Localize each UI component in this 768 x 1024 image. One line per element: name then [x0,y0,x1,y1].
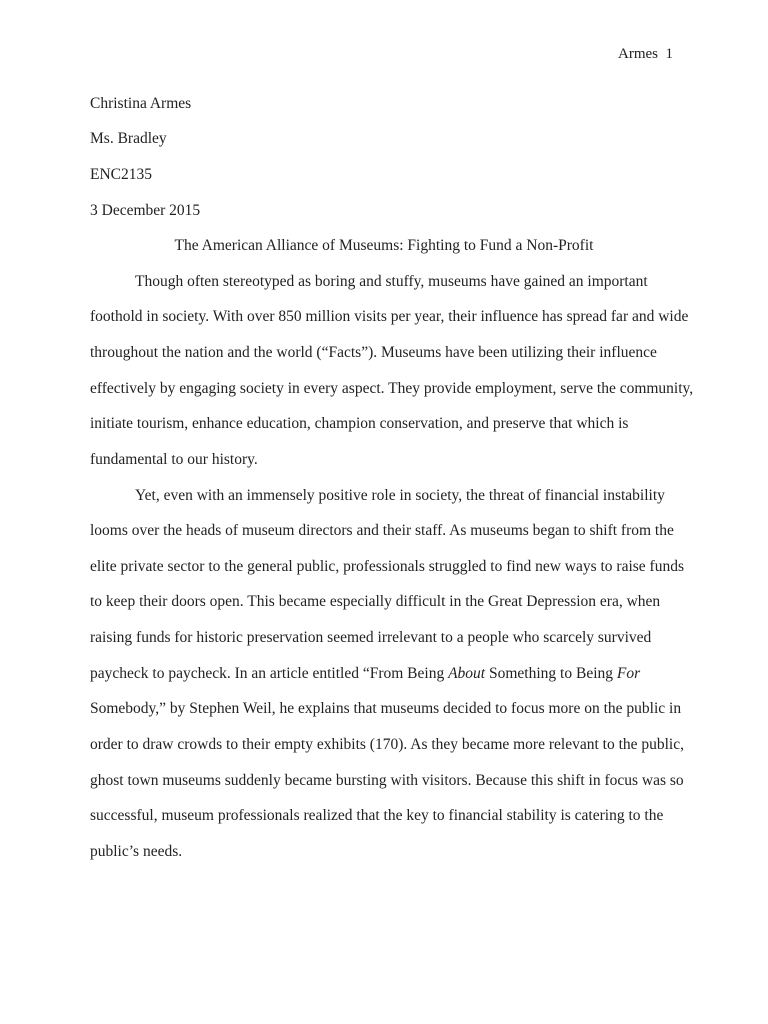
paragraph-line: public’s needs. [90,843,183,860]
paragraph-line: fundamental to our history. [90,451,258,468]
italic-word-for: For [616,665,641,682]
line-text: Something to Being [485,665,617,682]
essay-date: 3 December 2015 [90,202,201,219]
instructor-name: Ms. Bradley [90,130,167,147]
essay-title: The American Alliance of Museums: Fighting to Fund a Non-Profit [174,237,594,254]
italic-word-about: About [448,665,486,682]
paragraph-line: elite private sector to the general public, professionals struggled to find new ways to raise funds [90,558,685,575]
paragraph-line: raising funds for historic preservation seemed irrelevant to a people who scarcely survived [90,629,652,646]
paragraph-line: foothold in society. With over 850 million visits per year, their influence has spread far and wide [90,308,689,325]
paragraph-line: effectively by engaging society in every aspect. They provide employment, serve the community, [90,380,694,397]
paragraph-line: Yet, even with an immensely positive role in society, the threat of financial instability [135,487,665,504]
course-code: ENC2135 [90,166,152,183]
paragraph-line: throughout the nation and the world (“Facts”). Museums have been utilizing their influence [90,344,657,361]
paragraph-line: successful, museum professionals realized that the key to financial stability is catering to the [90,807,664,824]
running-head: Armes 1 [618,46,673,62]
paragraph-line: ghost town museums suddenly became bursting with visitors. Because this shift in focus was so [90,772,684,789]
paragraph-line [90,664,640,684]
paragraph-line: Though often stereotyped as boring and stuffy, museums have gained an important [135,273,648,290]
author-name: Christina Armes [90,95,192,112]
paragraph-line: initiate tourism, enhance education, champion conservation, and preserve that which is [90,415,629,432]
line-text: paycheck to paycheck. In an article entitled “From Being [90,665,449,682]
paragraph-line: looms over the heads of museum directors and their staff. As museums began to shift from the [90,522,674,539]
paragraph-line: to keep their doors open. This became especially difficult in the Great Depression era, when [90,593,661,610]
paragraph-line: order to draw crowds to their empty exhibits (170). As they became more relevant to the public, [90,736,684,753]
paragraph-line: Somebody,” by Stephen Weil, he explains that museums decided to focus more on the public in [90,700,682,717]
